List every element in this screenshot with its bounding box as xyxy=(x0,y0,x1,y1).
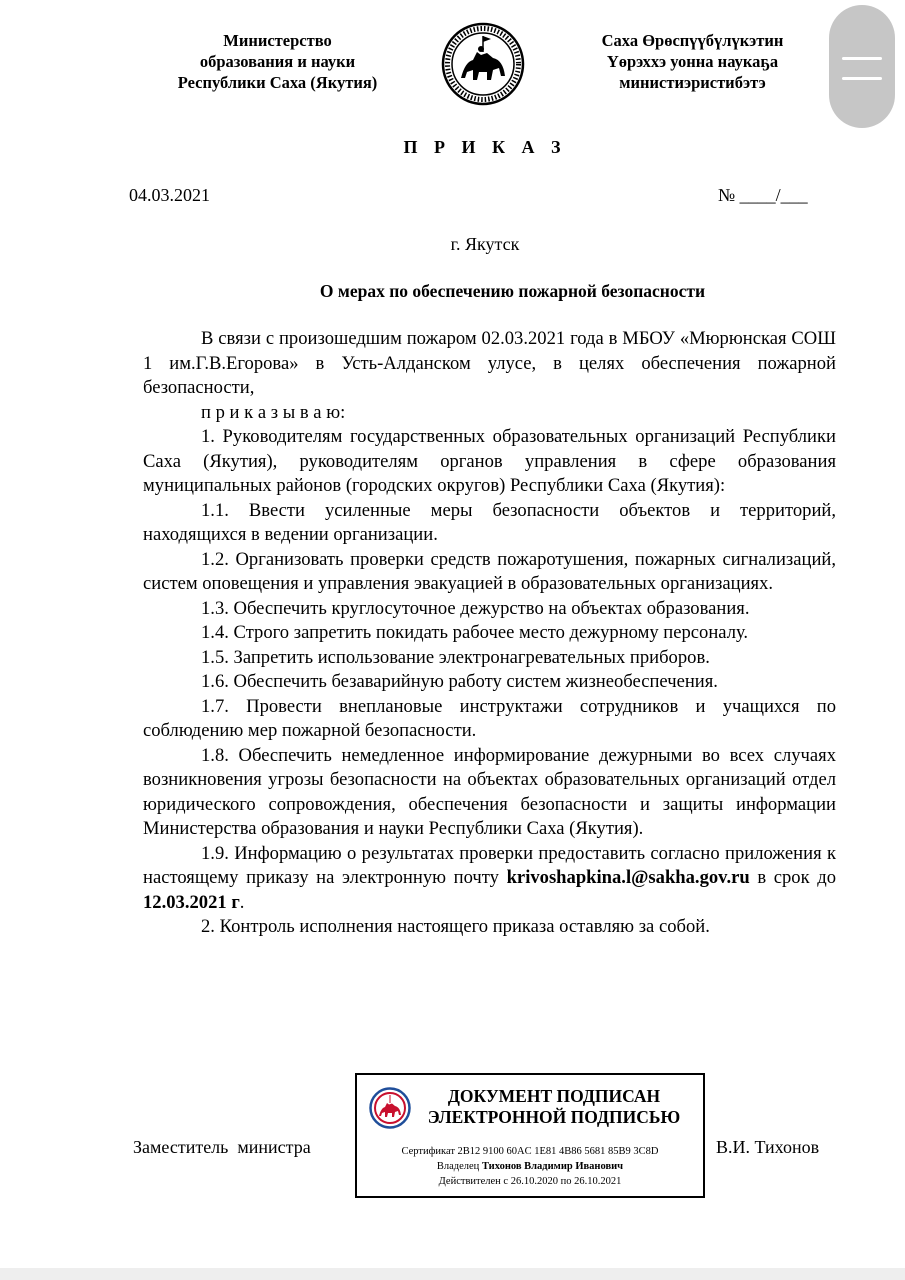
ministry-name-sah-line: Саха Өрөспүүбүлүкэтин xyxy=(601,31,784,50)
electronic-signature-stamp xyxy=(355,1073,705,1198)
order-item-1-5: 1.5. Запретить использование электронагревательных приборов. xyxy=(201,646,710,668)
order-item-1-9-text: 1.9. Информацию о результатах проверки предоставить согласно приложения к настоящему приказу на электронную почту xyxy=(143,842,836,888)
stamp-emblem-icon xyxy=(369,1087,411,1129)
stamp-title-line: ЭЛЕКТРОННОЙ ПОДПИСЬЮ xyxy=(427,1107,681,1127)
document-city: г. Якутск xyxy=(450,234,520,254)
ministry-name-sah-line: Үөрэххэ уонна наукаҕа xyxy=(606,52,779,71)
order-word: п р и к а з ы в а ю: xyxy=(201,401,346,423)
order-item-1-3: 1.3. Обеспечить круглосуточное дежурство на объектах образования. xyxy=(201,597,750,619)
order-item-1-8: 1.8. Обеспечить немедленное информирование дежурными во всех случаях возникновения угрозы безопасности на объектах образовательных организаций отдел юридического сопровождения, обеспечения безопасности и защиты информации Министерства образования и науки Республики Саха (Якутия). xyxy=(143,744,836,839)
yakutia-emblem-icon xyxy=(441,22,525,106)
order-item-1-7: 1.7. Провести внеплановые инструктажи сотрудников и учащихся по соблюдению мер пожарной безопасности. xyxy=(143,695,836,741)
order-item-2: 2. Контроль исполнения настоящего приказа оставляю за собой. xyxy=(201,916,710,937)
ministry-name-sah xyxy=(560,30,825,93)
ministry-name-ru-line: образования и науки xyxy=(199,52,356,71)
stamp-owner-name: Тихонов Владимир Иванович xyxy=(481,1161,624,1172)
body-paragraph-intro: В связи с произошедшим пожаром 02.03.2021 года в МБОУ «Мюрюнская СОШ 1 им.Г.В.Егорова» в Усть-Алданском улусе, в целях обеспечения пожарной безопасности, xyxy=(143,328,836,398)
order-item-1-9-end: . xyxy=(239,891,245,913)
order-item-1-9-mid: в срок до xyxy=(749,867,836,888)
ministry-name-sah-line: министиэристибэтэ xyxy=(619,73,766,92)
document-title: П Р И К А З xyxy=(403,137,567,157)
signer-name: В.И. Тихонов xyxy=(716,1137,820,1157)
stamp-owner-label: Владелец xyxy=(436,1161,482,1172)
contact-email: krivoshapkina.l@sakha.gov.ru xyxy=(506,867,750,888)
ministry-name-ru xyxy=(150,30,405,93)
deadline-date: 12.03.2021 г xyxy=(143,891,240,913)
stamp-owner xyxy=(365,1160,695,1174)
menu-button[interactable] xyxy=(829,5,895,128)
document-subject: О мерах по обеспечению пожарной безопасности xyxy=(319,281,706,301)
document-number: № ____/___ xyxy=(718,185,808,205)
stamp-title-line: ДОКУМЕНТ ПОДПИСАН xyxy=(447,1086,661,1106)
bottom-bar xyxy=(0,1268,905,1280)
order-item-1-6: 1.6. Обеспечить безаварийную работу систем жизнеобеспечения. xyxy=(201,671,718,692)
signer-position: Заместитель министра xyxy=(133,1137,311,1157)
stamp-title xyxy=(419,1086,689,1128)
document-date: 04.03.2021 xyxy=(129,185,210,205)
ministry-name-ru-line: Министерство xyxy=(223,31,332,50)
order-item-1-9 xyxy=(143,842,836,916)
order-item-1-2: 1.2. Организовать проверки средств пожаротушения, пожарных сигнализаций, систем оповещения и управления эвакуацией в образовательных организациях. xyxy=(143,548,836,594)
menu-icon xyxy=(842,57,882,60)
menu-icon xyxy=(842,77,882,80)
order-item-1: 1. Руководителям государственных образовательных организаций Республики Саха (Якутия), руководителям органов управления в сфере образования муниципальных районов (городских округов) Республики Саха (Якутия): xyxy=(143,426,836,496)
order-item-1-1: 1.1. Ввести усиленные меры безопасности объектов и территорий, находящихся в ведении организации. xyxy=(143,499,836,545)
document-body xyxy=(143,327,836,940)
stamp-validity: Действителен с 26.10.2020 по 26.10.2021 xyxy=(438,1176,622,1187)
order-item-1-4: 1.4. Строго запретить покидать рабочее место дежурному персоналу. xyxy=(201,622,749,643)
stamp-certificate: Сертификат 2B12 9100 60AC 1E81 4B86 5681 85B9 3C8D xyxy=(401,1146,659,1157)
ministry-name-ru-line: Республики Саха (Якутия) xyxy=(177,73,378,92)
